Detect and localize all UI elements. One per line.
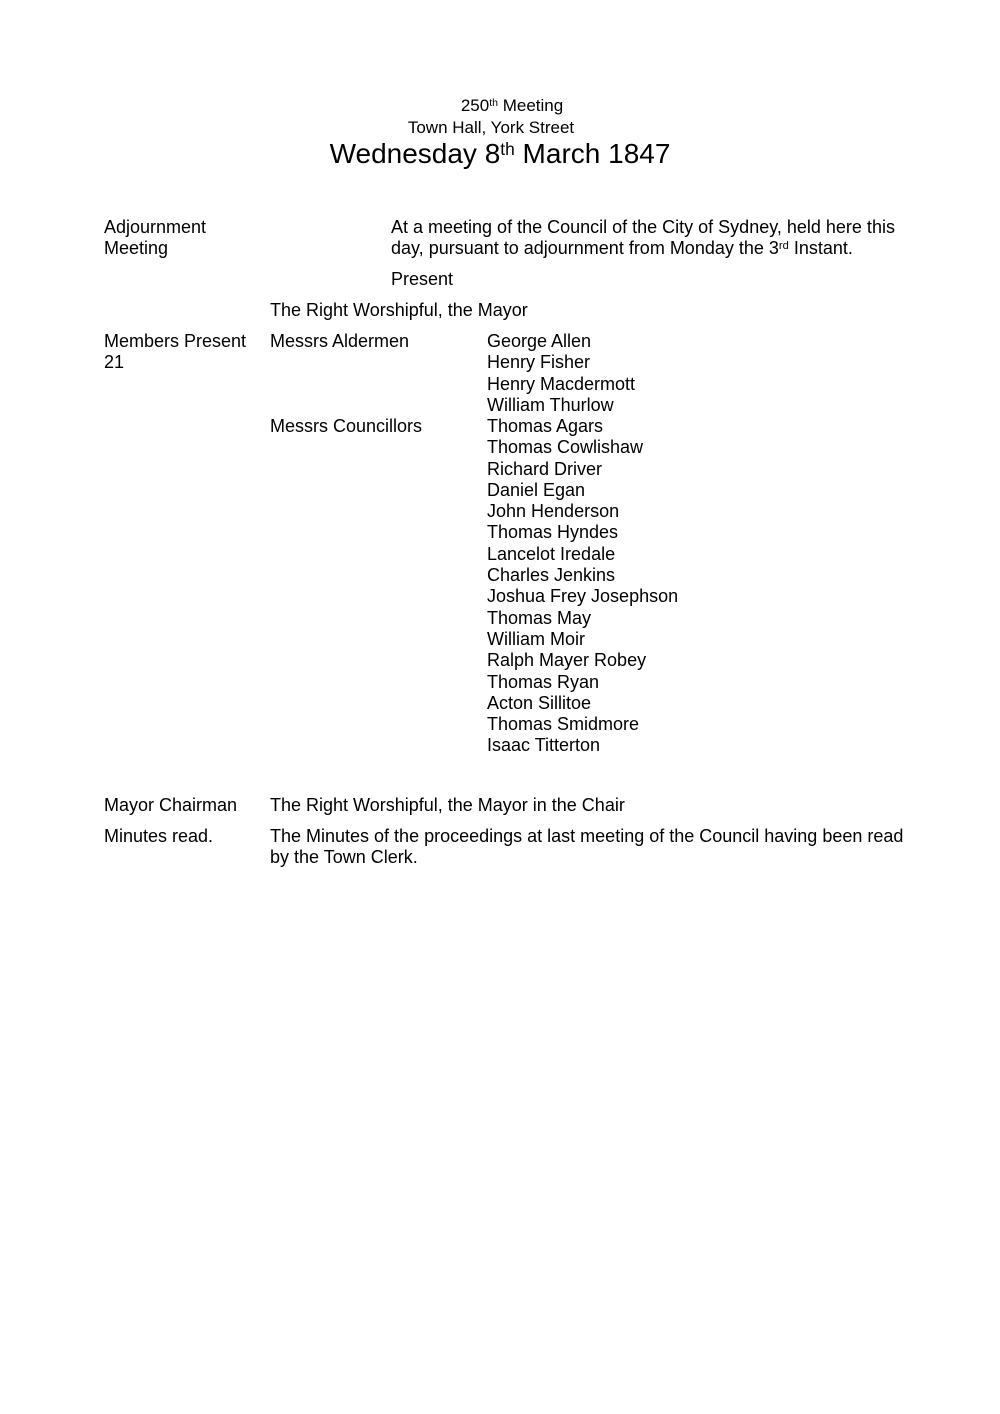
councillor-name: Lancelot Iredale [487,543,616,564]
aldermen-label: Messrs Aldermen [270,331,410,351]
adjournment-margin-line1: Adjournment [104,217,207,237]
meeting-number-suffix: th [489,97,498,110]
councillor-name: Charles Jenkins [487,565,616,586]
meeting-date-day: Wednesday 8 [329,138,501,169]
mayor-line: The Right Worshipful, the Mayor [270,300,528,320]
councillor-name: Thomas Ryan [487,671,600,692]
councillor-name: Richard Driver [487,458,603,479]
aldermen-list [487,331,635,416]
meeting-date [0,138,1000,170]
meeting-word: Meeting [497,96,564,115]
meeting-number-heading [0,96,1000,116]
members-margin-line1: Members Present [104,331,247,351]
meeting-number: 250 [460,96,490,115]
meeting-date-suffix: th [500,139,515,160]
meeting-date-rest: March 1847 [514,138,671,169]
councillor-name: Ralph Mayer Robey [487,650,647,671]
councillor-name: Isaac Titterton [487,735,601,756]
adjournment-text-part2: Instant. [788,238,853,259]
minutes-paragraph: The Minutes of the proceedings at last meeting of the Council having been read by the Town Clerk. [270,826,904,868]
members-margin-note [104,331,246,374]
adjournment-margin-note [104,217,206,260]
adjournment-text-suffix: rd [778,240,789,253]
councillor-name: William Moir [487,628,585,649]
alderman-name: Henry Macdermott [487,373,636,394]
chair-text: The Right Worshipful, the Mayor in the Chair [270,795,625,815]
councillor-name: John Henderson [487,501,620,522]
councillor-name: Thomas May [487,607,592,628]
adjournment-text-part1: At a meeting of the Council of the City of Sydney, held here this day, pursuant to adjournment from Monday the 3 [391,217,895,259]
meeting-location: Town Hall, York Street [407,118,575,137]
councillor-name: Joshua Frey Josephson [487,586,679,607]
councillor-name: Thomas Smidmore [487,714,640,735]
councillor-name: Thomas Hyndes [487,522,619,543]
councillor-name: Thomas Cowlishaw [487,437,644,458]
members-count: 21 [104,352,125,373]
present-label: Present [391,269,454,289]
councillor-name: Thomas Agars [487,416,604,436]
adjournment-margin-line2: Meeting [104,238,169,259]
councillor-name: Daniel Egan [487,479,586,500]
councillors-list [487,416,678,757]
minutes-margin-note: Minutes read. [104,826,214,846]
adjournment-paragraph [391,217,921,260]
alderman-name: William Thurlow [487,394,614,415]
councillors-label: Messrs Councillors [270,416,423,436]
alderman-name: George Allen [487,331,592,351]
alderman-name: Henry Fisher [487,352,591,373]
councillor-name: Acton Sillitoe [487,692,592,713]
chair-margin-note: Mayor Chairman [104,795,238,815]
